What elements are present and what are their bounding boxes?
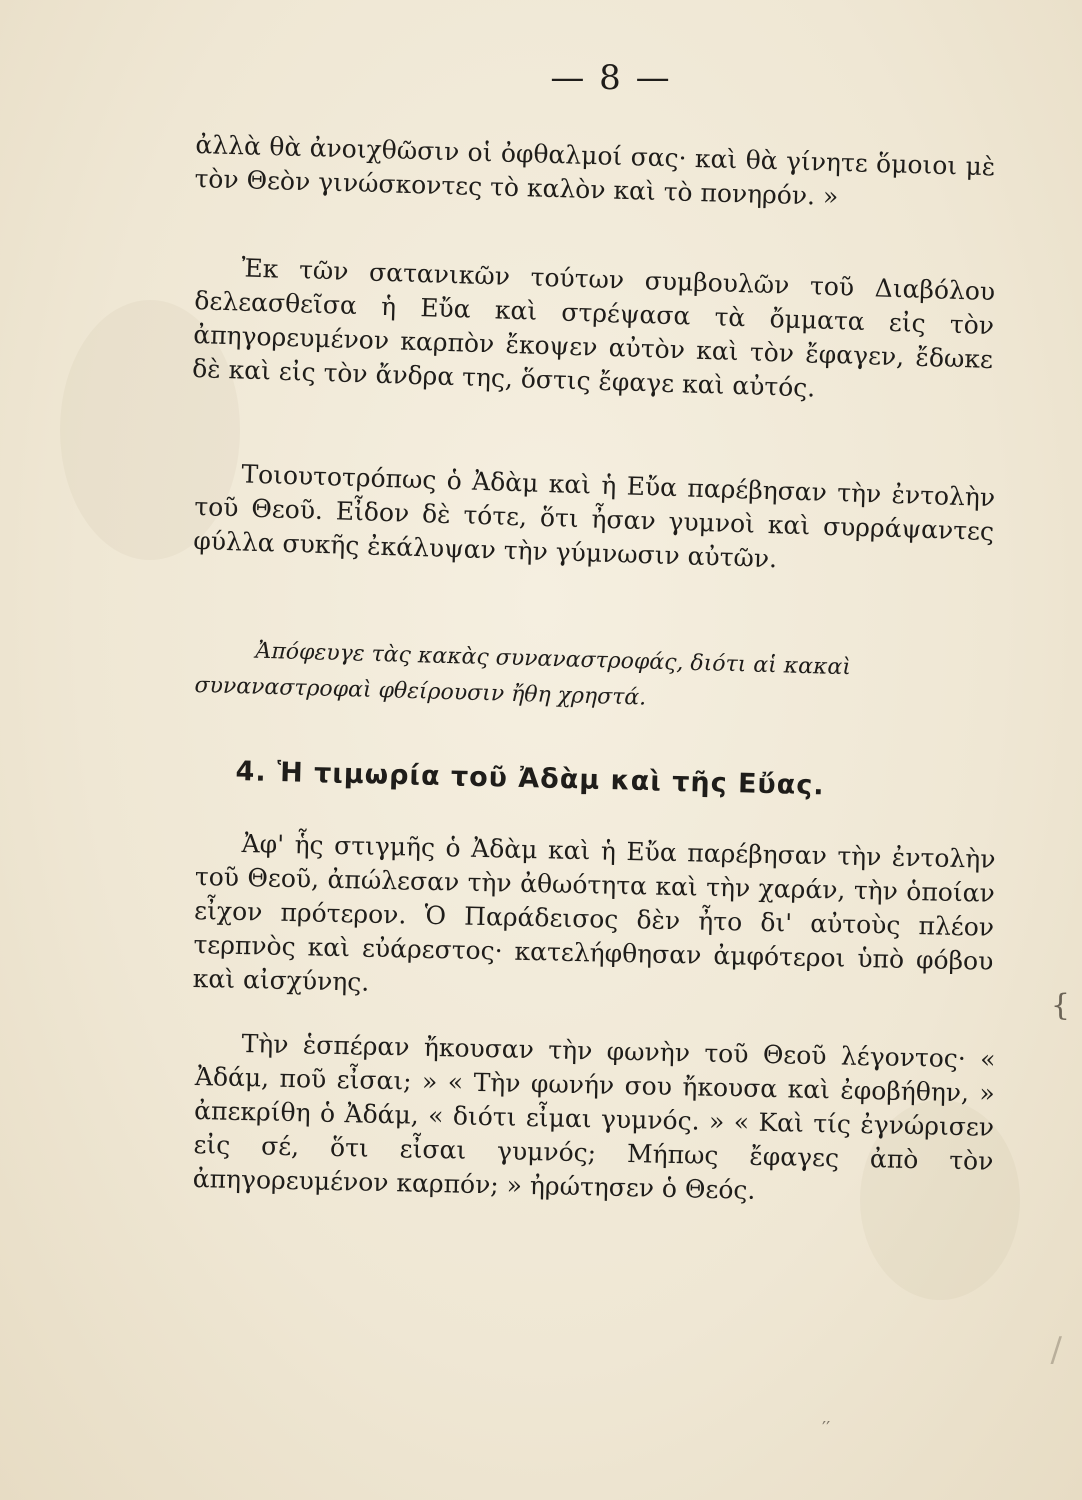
section-heading: 4. Ἡ τιμωρία τοῦ Ἀδὰμ καὶ τῆς Εὔας.: [235, 756, 825, 802]
paragraph-continuation: [194, 128, 996, 218]
edge-mark: /: [1050, 1330, 1062, 1370]
page-number: — 8 —: [550, 58, 672, 98]
moral-maxim: Ἀπόφευγε τὰς κακὰς συναναστροφάς, διότι αἱ κακαὶ συναναστροφαὶ φθείρουσιν ἤθη χρηστά.: [194, 638, 852, 711]
paragraph-text: Τοιουτοτρόπως ὁ Ἀδὰμ καὶ ἡ Εὔα παρέβησαν τὴν ἐντολὴν τοῦ Θεοῦ. Εἶδον δὲ τότε, ὅτι ἦσαν γυμνοὶ καὶ συρράψαντες φύλλα συκῆς ἐκάλυψαν τὴν γύμνωσιν αὐτῶν.: [192, 459, 996, 574]
paragraph: [192, 826, 995, 1013]
paragraph-text: ἀλλὰ θὰ ἀνοιχθῶσιν οἱ ὀφθαλμοί σας· καὶ θὰ γίνητε ὅμοιοι μὲ τὸν Θεὸν γινώσκοντες τὸ καλὸν καὶ τὸ πονηρόν. »: [194, 129, 996, 211]
margin-bracket-mark: {: [1050, 988, 1070, 1023]
paragraph: [192, 250, 996, 411]
paragraph: [193, 456, 996, 583]
pencil-mark: ′′: [822, 1418, 831, 1439]
paragraph-text: Τὴν ἑσπέραν ἤκουσαν τὴν φωνὴν τοῦ Θεοῦ λέγοντος· « Ἀδάμ, ποῦ εἶσαι; » « Τὴν φωνήν σου ἤκουσα καὶ ἐφοβήθην, » ἀπεκρίθη ὁ Ἀδάμ, « διότι εἶμαι γυμνός. » « Καὶ τίς ἐγνώρισεν εἰς σέ, ὅτι εἶσαι γυμνός; Μήπως ἔφαγες ἀπὸ τὸν ἀπηγορευμένον καρπόν; » ἠρώτησεν ὁ Θεός.: [192, 1028, 996, 1205]
paragraph-text: Ἐκ τῶν σατανικῶν τούτων συμβουλῶν τοῦ Διαβόλου δελεασθεῖσα ἡ Εὔα καὶ στρέψασα τὰ ὄμματα εἰς τὸν ἀπηγορευμένον καρπὸν ἔκοψεν αὐτὸν καὶ τὸν ἔφαγεν, ἔδωκε δὲ καὶ εἰς τὸν ἄνδρα της, ὅστις ἔφαγε καὶ αὐτός.: [191, 253, 996, 403]
paragraph-text: Ἀφ' ἧς στιγμῆς ὁ Ἀδὰμ καὶ ἡ Εὔα παρέβησαν τὴν ἐντολὴν τοῦ Θεοῦ, ἀπώλεσαν τὴν ἀθωότητα καὶ τὴν χαράν, τὴν ὁποίαν εἶχον πρότερον. Ὁ Παράδεισος δὲν ἦτο δι' αὐτοὺς πλέον τερπνὸς καὶ εὐάρεστος· κατελήφθησαν ἀμφότεροι ὑπὸ φόβου καὶ αἰσχύνης.: [192, 828, 996, 997]
paragraph: [192, 1026, 995, 1213]
